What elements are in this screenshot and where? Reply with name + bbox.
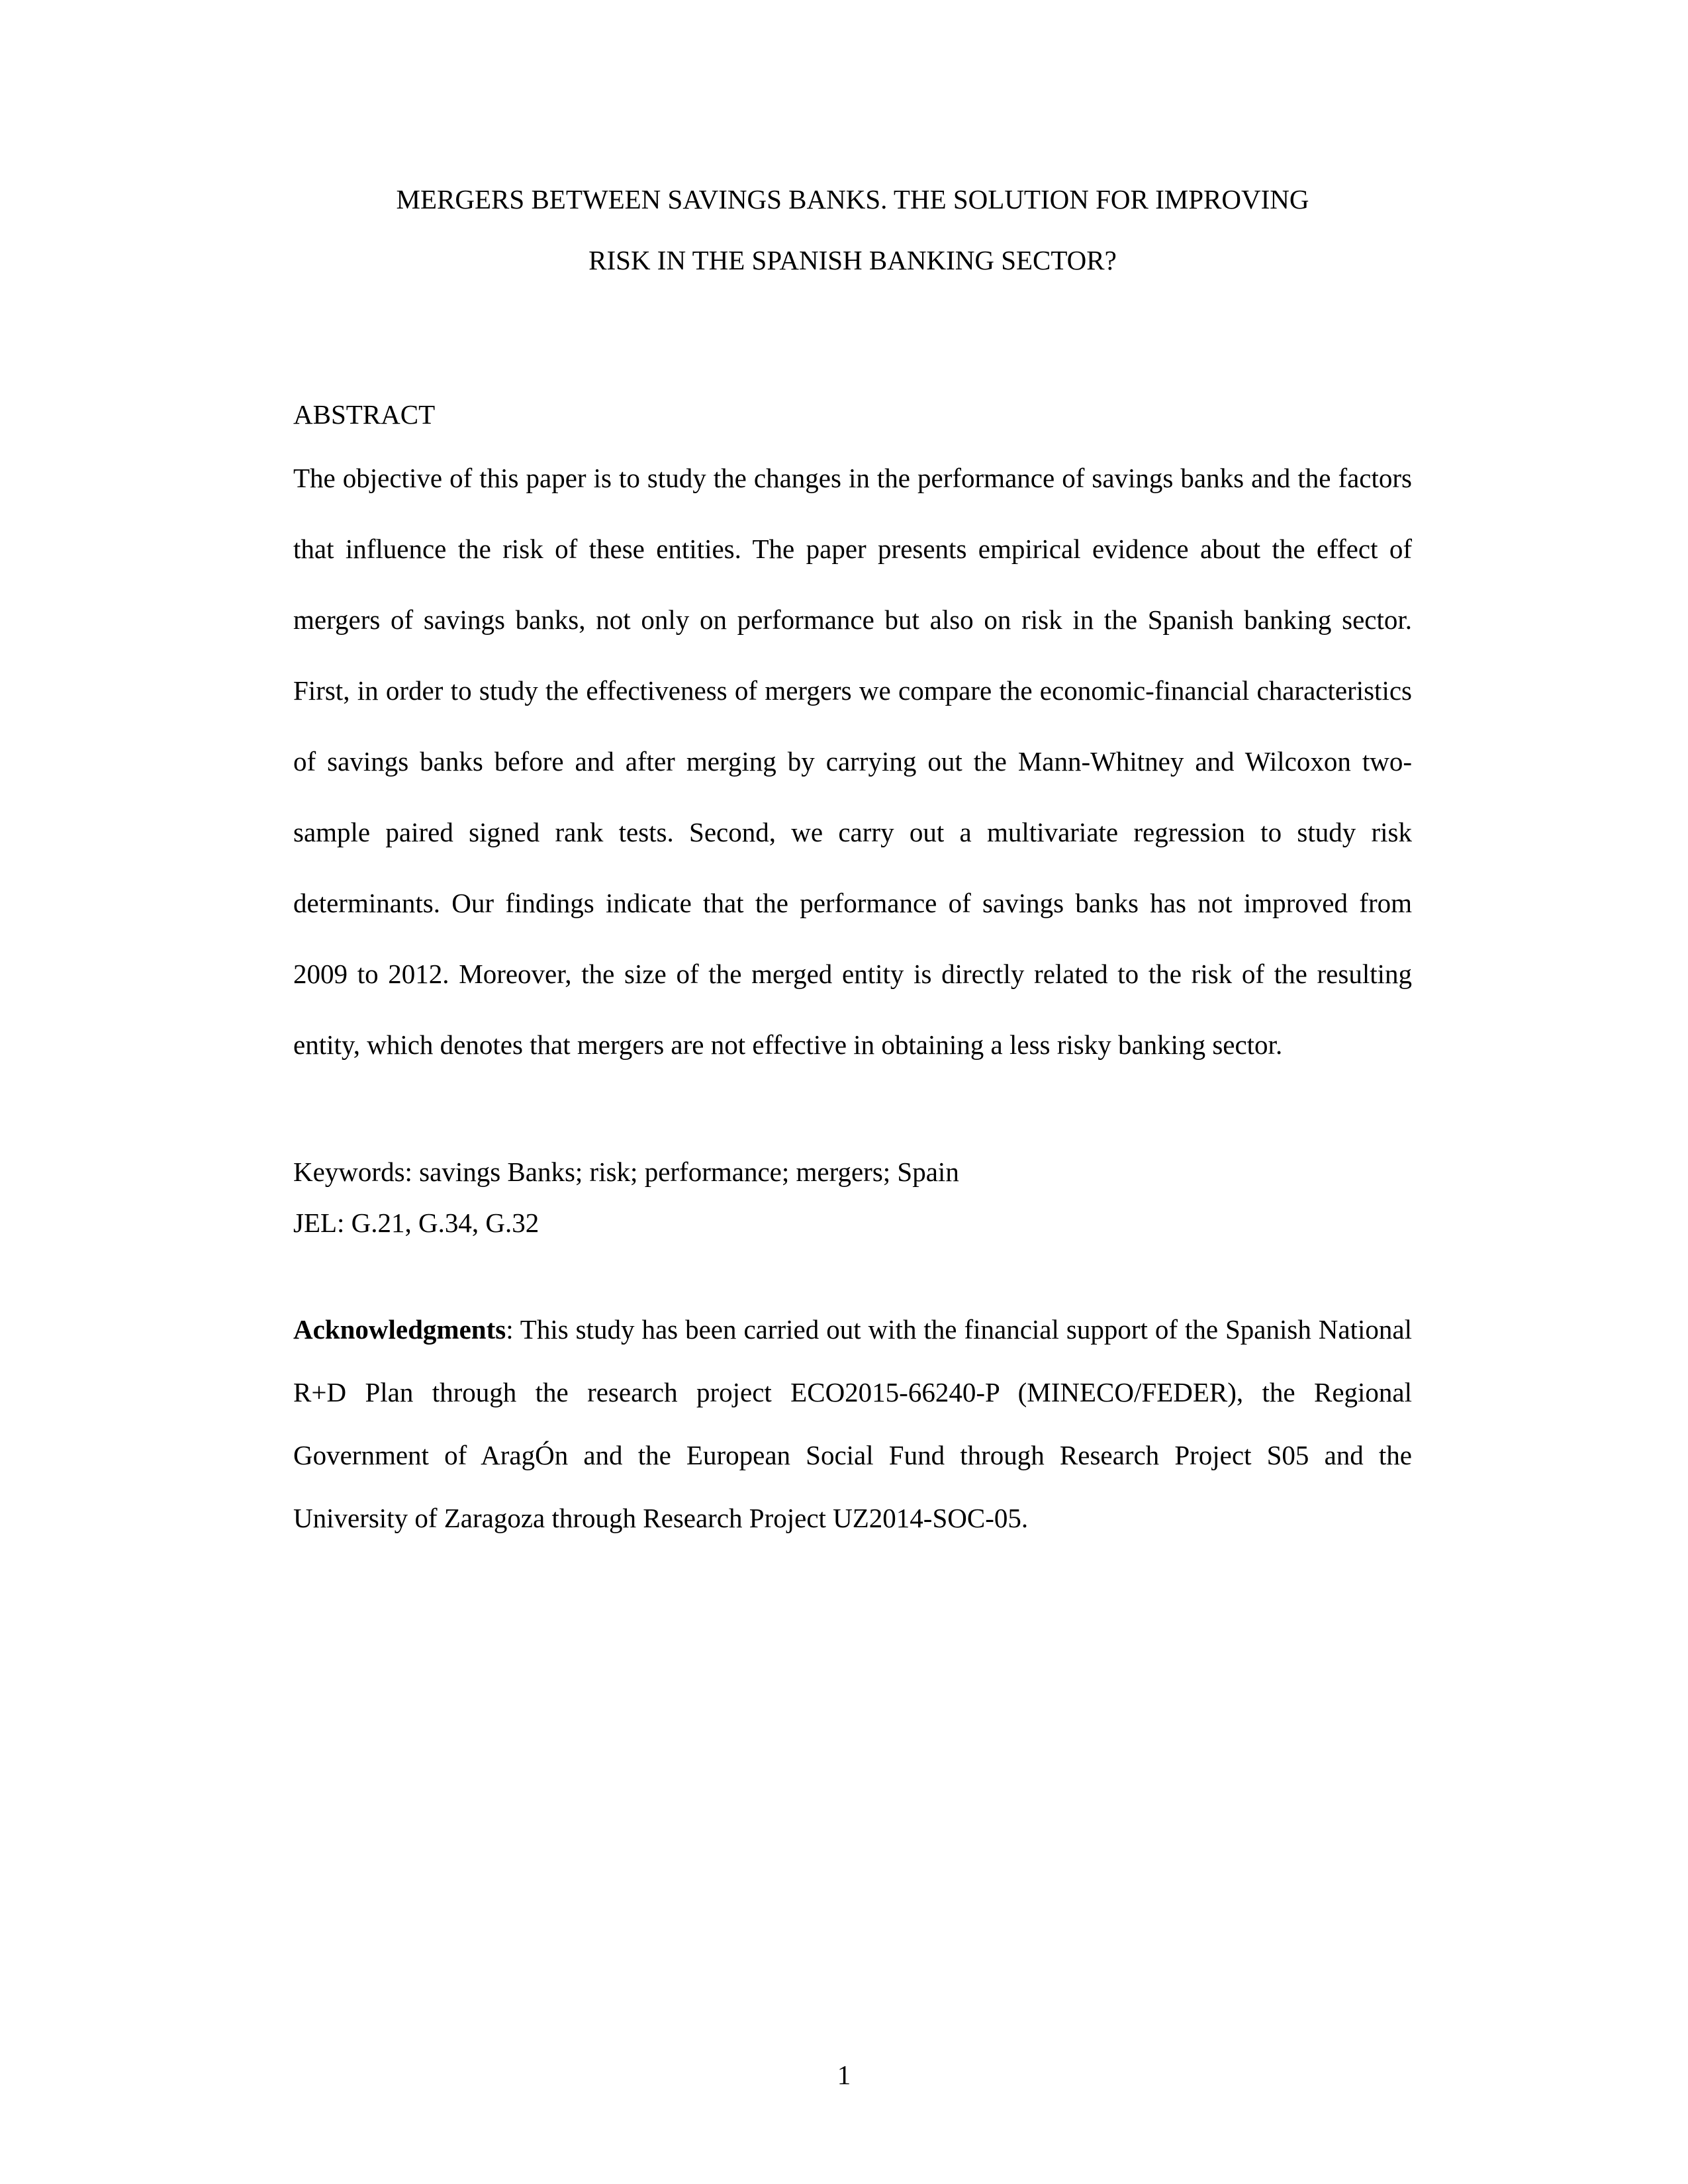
paper-title-line-2: RISK IN THE SPANISH BANKING SECTOR? [588, 245, 1117, 275]
abstract-text: The objective of this paper is to study the changes in the performance of savings banks and the factors that influence the risk of these entities. The paper presents empirical evidence about the effect of mergers of savings banks, not only on performance but also on risk in the Spanish banking sector. First, in order to study the effectiveness of mergers we compare the economic-financial characteristics of savings banks before and after merging by carrying out the Mann-Whitney and Wilcoxon two-sample paired signed rank tests. Second, we carry out a multivariate regression to study risk determinants. Our findings indicate that the performance of savings banks has not improved from 2009 to 2012. Moreover, the size of the merged entity is directly related to the risk of the resulting entity, which denotes that mergers are not effective in obtaining a less risky banking sector. [293, 463, 1412, 1060]
paper-title [293, 169, 1412, 291]
acknowledgments-text: : This study has been carried out with the financial support of the Spanish National R+D Plan through the research project ECO2015-66240-P (MINECO/FEDER), the Regional Government of AragÓn and the European Social Fund through Research Project S05 and the University of Zaragoza through Research Project UZ2014-SOC-05. [293, 1314, 1412, 1533]
page-content-column [293, 0, 1412, 1550]
acknowledgments-paragraph [293, 1298, 1412, 1550]
abstract-heading: ABSTRACT [293, 399, 436, 430]
acknowledgments-label: Acknowledgments [293, 1314, 506, 1345]
keywords-block [293, 1147, 1412, 1249]
keywords-line: Keywords: savings Banks; risk; performance; mergers; Spain [293, 1157, 959, 1187]
page-number: 1 [837, 2060, 851, 2090]
jel-line: JEL: G.21, G.34, G.32 [293, 1208, 539, 1238]
paper-title-line-1: MERGERS BETWEEN SAVINGS BANKS. THE SOLUTION FOR IMPROVING [396, 184, 1309, 214]
